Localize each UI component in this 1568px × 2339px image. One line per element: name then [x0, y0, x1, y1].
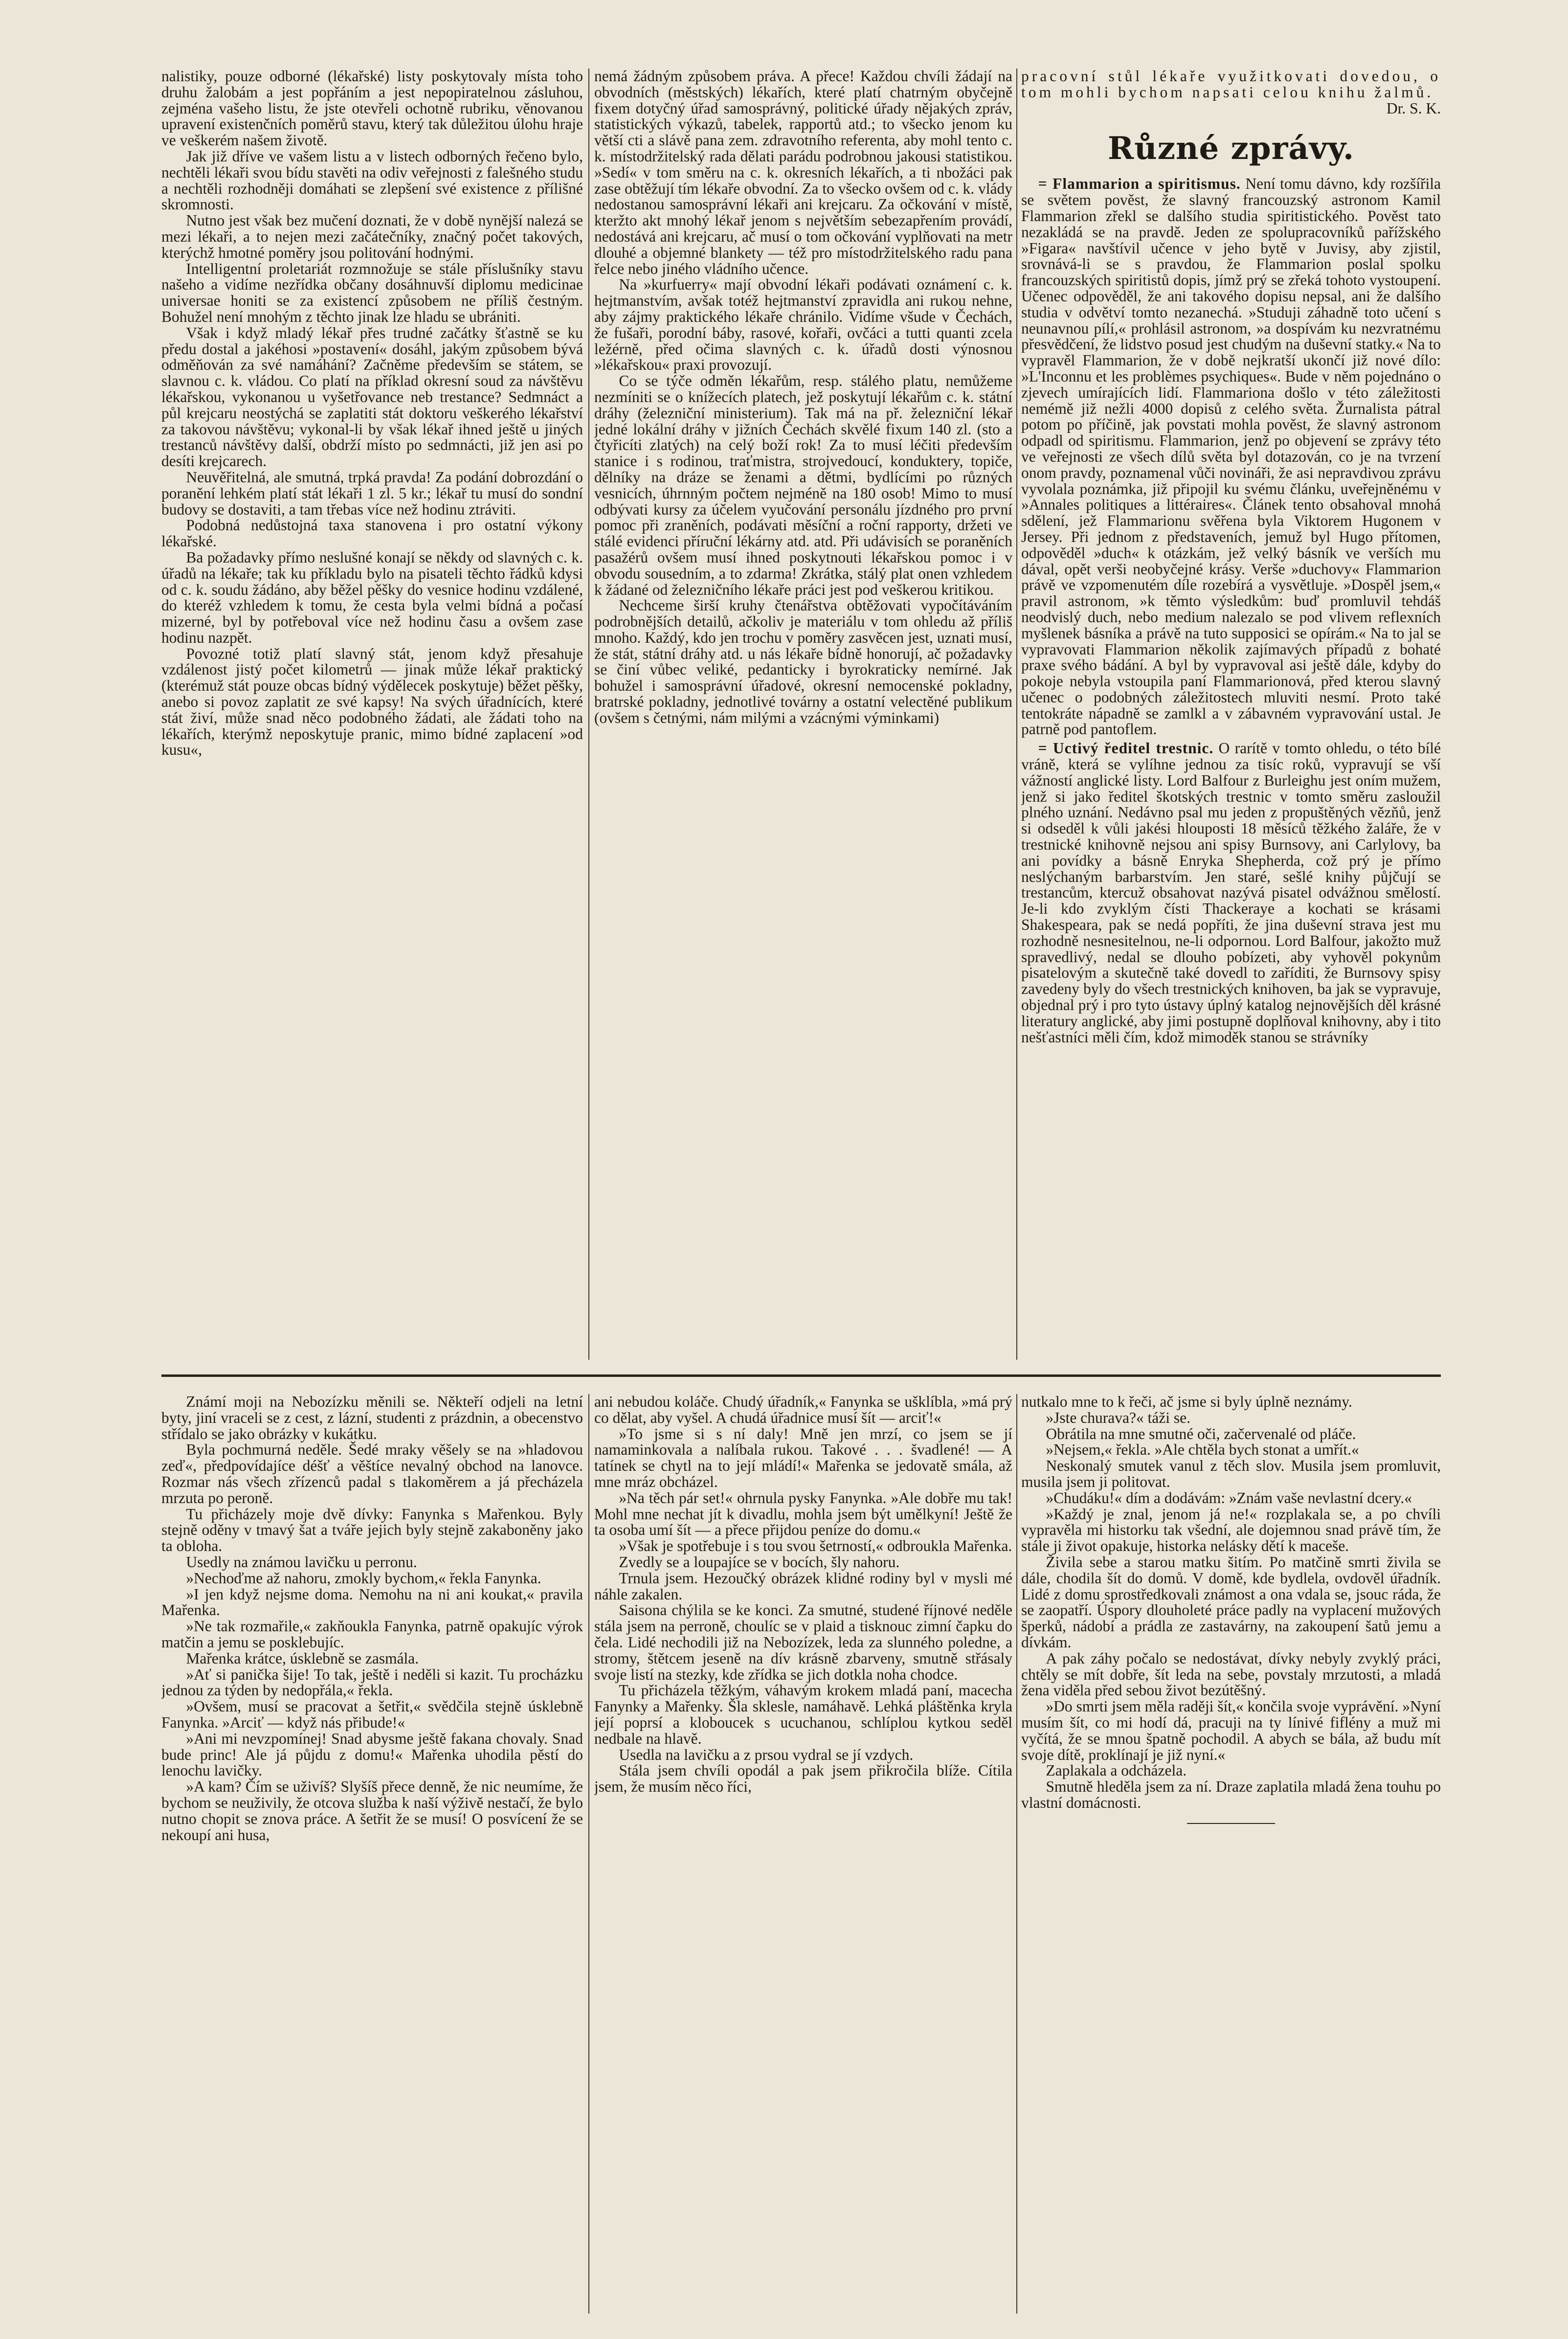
paragraph: »Nechoďme až nahoru, zmokly bychom,« řekla Fanynka.	[186, 1569, 541, 1587]
paragraph: nemá žádným způsobem práva. A přece! Každou chvíli žádají na obvodních (městských) lékařích, které platí chatrným obyčejně fixem dotyčný úřad samosprávný, politické úřady nějakých zpráv, statistických výkazů, tabelek, rapportů atd.; to všecko jenom ku větší cti a slávě pana zem. zdravotního referenta, aby mohl tento c. k. místodržitelský rada dělati parádu podrobnou jakousi statistikou. »Sedí« v tom směru na c. k. okresních lékařích, a ti nbožáci pak zase obtěžují tím lékaře obvodní. Za to všecko ovšem od c. k. vlády nedostanou samosprávní lékaři ani krejcaru. Za očkování v místě, kteržto akt mnohý lékař jenom s největším sebezapřením provádí, nedostává ani krejcaru, ač musí o tom očkování vyplňovati na metr dlouhé a objemné blankety — též pro místodržitelského radu pana řelce nebo jiného vládního učence.	[594, 68, 1012, 277]
paragraph: Zvedly se a loupajíce se v bocích, šly nahoru.	[619, 1553, 900, 1571]
column-divider	[588, 1394, 589, 2314]
author-signature: Dr. S. K.	[1386, 99, 1441, 117]
article-column-1	[161, 68, 583, 1360]
paragraph: Stála jsem chvíli opodál a pak jsem přikročila blíže. Cítila jsem, že musím něco říci,	[594, 1762, 1012, 1796]
article-column-3	[1021, 68, 1441, 1360]
section-heading: Různé zprávy.	[1107, 130, 1355, 167]
news-item	[1021, 176, 1441, 738]
paragraph: »Na těch pár set!« ohrnula pysky Fanynka. »Ale dobře mu tak! Mohl mne nechat jít k divadlu, mohla jsem být umělkyní! Ještě že ta osoba umí šít — a přece přijdou peníze do domu.«	[594, 1489, 1012, 1539]
paragraph: Známí moji na Nebozízku měnili se. Někteří odjeli na letní byty, jiní vraceli se z cest, z lázní, studenti z prázdnin, a obecenstvo střídalo se jako obrázky v kukátku.	[161, 1394, 583, 1442]
paragraph: »Chudáku!« dím a dodávám: »Znám vaše nevlastní dcery.«	[1046, 1489, 1412, 1507]
paragraph: Zaplakala a odcházela.	[1046, 1762, 1187, 1779]
paragraph: »Však je spotřebuje i s tou svou šetrností,« odbroukla Mařenka.	[619, 1537, 1012, 1555]
paragraph: »I jen když nejsme doma. Nemohu na ni ani koukat,« pravila Mařenka.	[161, 1585, 583, 1619]
paragraph: »Každý je znal, jenom já ne!« rozplakala se, a po chvíli vypravěla mi historku tak všední, ale dojemnou snad právě tím, že stále ji život opakuje, historka nelásky dětí k maceše.	[1021, 1505, 1441, 1555]
paragraph: Mařenka krátce, úsklebně se zasmála.	[186, 1649, 419, 1667]
article-column-2	[594, 68, 1012, 1360]
paragraph: Nutno jest však bez mučení doznati, že v době nynější nalezá se mezi lékaři, a to nejen mezi začátečníky, značný počet takových, kterýchž hmotné poměry jsou politování hodnými.	[161, 212, 583, 261]
paragraph: »Do smrti jsem měla raději šít,« končila svoje vyprávění. »Nyní musím šít, co mi hodí dá, pracuji na ty línivé fiflény a muž mi vyčítá, že se mnou špatně pochodil. A abych se bála, až budu mít svoje dítě, proklínají je již nyní.«	[1021, 1698, 1441, 1763]
paragraph: Nechceme širší kruhy čtenářstva obtěžovati vypočítáváním podrobnějších detailů, ačkoliv je materiálu v tom ohledu až příliš mnoho. Každý, kdo jen trochu v poměry zasvěcen jest, uznati musí, že stát, státní dráhy atd. u nás lékaře bídně honorují, ač požadavky se činí vůbec veliké, pedanticky i byrokraticky nemírné. Jak bohužel i samosprávní úřadové, okresní nemocenské pokladny, bratrské pokladny, jednotlivé továrny a ostatní velectěné publikum (ovšem s četnými, nám milými a vzácnými výminkami)	[594, 597, 1012, 726]
paragraph: Podobná nedůstojná taxa stanovena i pro ostatní výkony lékařské.	[161, 517, 583, 550]
paragraph: Obrátila na mne smutné oči, začervenalé od pláče.	[1046, 1425, 1356, 1442]
paragraph: Tu přicházely moje dvě dívky: Fanynka s Mařenkou. Byly stejně oděny v tmavý šat a tváře jejich byly stejně zakaboněny jako ta obloha.	[161, 1505, 583, 1555]
paragraph: »Ne tak rozmařile,« zakňoukla Fanynka, patrně opakujíc výrok matčin a jemu se posklebujíc.	[161, 1618, 583, 1651]
paragraph: nutkalo mne to k řeči, ač jsme si byly úplně neznámy.	[1021, 1394, 1352, 1410]
column-divider	[1016, 68, 1017, 1360]
paragraph: »Ani mi nevzpomínej! Snad abysme ještě fakana chovaly. Snad bude princ! Ale já půjdu z domu!« Mařenka uhodila pěstí do lenochu lavičky.	[161, 1730, 583, 1779]
paragraph: Neuvěřitelná, ale smutná, trpká pravda! Za podání dobrozdání o poranění lehkém platí stát lékaři 1 zl. 5 kr.; lékař tu musí do sondní budovy se dostaviti, a tam třebas více než hodinu ztráviti.	[161, 468, 583, 518]
paragraph: Byla pochmurná neděle. Šedé mraky věšely se na »hladovou zeď«, předpovídajíce déšť a věštíce nevalný obchod na lanovce. Rozmar nás všech zřízenců padal s tlakoměrem a já přecházela mrzuta po peroně.	[161, 1441, 583, 1507]
paragraph: Co se týče odměn lékařům, resp. stálého platu, nemůžeme nezmíniti se o knížecích platech, jež poskytují lékařům c. k. státní dráhy (železniční ministerium). Tak má na př. železniční lékař jedné lokální dráhy v jižních Čechách skvělé fixum 140 zl. (sto a čtyřicíti zlatých) na celý boží rok! Za to musí léčiti především stanice i s rodinou, traťmistra, strojvedoucí, konduktery, topiče, dělníky na dráze se ženami a dětmi, bydlícími po různých vesnicích, úhrnným počtem nejméně na 180 osob! Mimo to musí odbývati kursy za účelem vyučování personálu jízdného pro první pomoc při zraněních, podávati měsíční a roční rapporty, držeti ve stálé evidenci příruční lékárny atd. atd. Při udávisích se poraněních pasažérů ovšem musí ihned poskytnouti lékařskou pomoc i v obvodu sousedním, a to zdarma! Zkrátka, stálý plat onen vzhledem k žádané od železničního lékaře práci jest pod veškerou kritikou.	[594, 372, 1012, 598]
news-text: O rarítě v tomto ohledu, o této bílé vráně, která se vylíhne jednou za tisíc roků, vypravují se vší vážností anglické listy. Lord Balfour z Burleighu jest oním mužem, jenž si jako ředitel škotských trestnic v tomto směru zasloužil plného uznání. Nedávno psal mu jeden z propuštěných vězňů, jenž si odseděl k vůli jakési hlouposti 18 měsíců těžkého žaláře, že v trestnické knihovně nejsou ani spisy Burnsovy, ani Carlylovy, ba ani povídky a básně Enryka Shepherda, což prý je přímo neslýchaným barbarstvím. Jen staré, sešlé knihy půjčují se trestancům, ktercuž obsahovat nazývá pisatel odvážnou smělostí. Je-li kdo zvyklým čísti Thackeraye a kochati se krásami Shakespeara, pak se nedá popříti, že jina duševní strava jest mu rozhodně nesnesitelnou, ne-li odpornou. Lord Balfour, jakožto muž spravedlivý, nedal se dlouho pobízeti, aby vyhověl pokynům pisatelovým a skutečně také dovedl to zaříditi, že Burnsovy spisy zavedeny byly do všech trestnických knihoven, ba jak se vypravuje, objednal prý i pro tyto ústavy úplný katalog nejnovějších děl krásné literatury anglické, aby jimi postupně doplňoval knihovny, aby i tito nešťastníci měli čím, kdož mimoděk stanou se strávníky	[1021, 740, 1441, 1046]
paragraph: nalistiky, pouze odborné (lékařské) listy poskytovaly místa toho druhu žalobám a jest popřáním a jest nepopiratelnou zásluhou, zejména vašeho listu, že jste otevřeli ochotně rubriku, věnovanou upravení existenčních poměrů stavu, který tak důležitou úlohu hraje ve veškerém našem životě.	[161, 68, 583, 149]
column-divider	[588, 68, 589, 1360]
column-divider	[1016, 1394, 1017, 2314]
paragraph: Tu přicházela těžkým, váhavým krokem mladá paní, macecha Fanynky a Mařenky. Šla sklesle, namáhavě. Lehká pláštěnka kryla její poprsí a kloboucek s ucuchanou, schlíplou kytkou seděl nedbale na hlavě.	[594, 1682, 1012, 1747]
paragraph: Ba požadavky přímo neslušné konají se někdy od slavných c. k. úřadů na lékaře; tak ku příkladu bylo na pisateli těchto řádků kdysi od c. k. soudu žádáno, aby běžel pěšky do vesnice hodinu vzdálené, do kteréž vzhledem k tomu, že cesta byla velmi bídná a počasí mizerné, byl by potřeboval více než hodinu času a ovšem zase hodinu nazpět.	[161, 548, 583, 646]
paragraph: »Ovšem, musí se pracovat a šetřit,« svědčila stejně úsklebně Fanynka. »Arciť — když nás přibude!«	[161, 1698, 583, 1731]
feuilleton-column-2	[594, 1394, 1012, 2314]
paragraph: »To jsme si s ní daly! Mně jen mrzí, co jsem se jí namaminkovala a nalíbala rukou. Takové . . . švadlené! — A tatínek se chytl na to její mládí!« Mařenka se jedovatě smála, až mne mráz obcházel.	[594, 1425, 1012, 1490]
paragraph: Však i když mladý lékař přes trudné začátky šťastně se ku předu dostal a jakéhosi »postavení« dosáhl, jakým způsobem bývá odměňován za své namáhání? Začněme především se státem, se slavnou c. k. vládou. Co platí na příklad okresní soud za návštěvu lékařskou, vykonanou u vyšetřovance neb trestance? Sedmnáct a půl krejcaru neostýchá se zaplatiti stát doktoru veškerého lékařství za takovou návštěvu; vykonal-li by však lékař ihned ještě u jiných trestanců návštěvy další, obdrží místo po sedmnácti, již jen asi po desíti krejcarech.	[161, 324, 583, 470]
paragraph: pracovní stůl lékaře využitkovati dovedou, o tom mohli bychom napsati celou knihu žalmů.	[1021, 68, 1441, 101]
paragraph: Povozné totiž platí slavný stát, jenom když přesahuje vzdálenost jistý počet kilometrů — jinak může lékař praktický (kterémuž stát pouze obcas bídný výdělecek poskytuje) běžet pěšky, anebo si povoz zaplatit ze své kapsy! Na svých úřadnících, které stát živí, může snad něco podobného žádati, ale žádati toho na lékařích, kterýmž neposkytuje pranic, mimo bídné zaplacení »od kusu«,	[161, 645, 583, 759]
paragraph: »A kam? Čím se uživíš? Slyšíš přece denně, že nic neumíme, že bychom se neuživily, že otcova služba k naší výživě nestačí, že bylo nutno chopit se znova práce. A šetřit že se musí! O posvícení že se nekoupí ani husa,	[161, 1778, 583, 1844]
paragraph: »Nejsem,« řekla. »Ale chtěla bych stonat a umřít.«	[1046, 1441, 1359, 1459]
paragraph: Trnula jsem. Hezoučký obrázek klidné rodiny byl v mysli mé náhle zakalen.	[594, 1569, 1012, 1603]
end-rule	[1187, 1823, 1275, 1824]
paragraph: Intelligentní proletariát rozmnožuje se stále příslušníky stavu našeho a vidíme nezřídka občany dosáhnuvší diplomu medicinae universae honiti se za existencí způsobem ne příliš čestným. Bohužel není mnohým z těchto jinak lze hladu se ubrániti.	[161, 260, 583, 325]
news-title: = Uctivý ředitel trestnic.	[1038, 740, 1214, 757]
news-title: = Flammarion a spiritismus.	[1038, 175, 1241, 193]
paragraph: Jak již dříve ve vašem listu a v listech odborných řečeno bylo, nechtěli lékaři svou bídu stavěti na odiv veřejnosti z falešného studu a nechtěli rozhodněji domáhati se zlepšení své existence z přílišné skromnosti.	[161, 147, 583, 213]
paragraph: A pak záhy počalo se nedostávat, dívky nebyly zvyklý práci, chtěly se mít dobře, šít leda na sebe, povstaly mrzutosti, a mladá žena viděla před sebou život bezútěšný.	[1021, 1649, 1441, 1699]
feuilleton-column-1	[161, 1394, 583, 2314]
paragraph: Usedla na lavičku a z prsou vydral se jí vzdych.	[619, 1746, 914, 1763]
paragraph: ani nebudou koláče. Chudý úřadník,« Fanynka se ušklíbla, »má prý co dělat, aby vyšel. A chudá úřadnice musí šít — arciť!«	[594, 1394, 1012, 1426]
paragraph: Saisona chýlila se ke konci. Za smutné, studené říjnové neděle stála jsem na perroně, choulíc se v plaid a tisknouc zimní čapku do čela. Lidé nechodili již na Nebozízek, leda za slunného poledne, a stromy, štětcem jeseně na dív krásně zbarveny, smutně střásaly svoje listí na stezky, kde zřídka se jich dotkla noha chodce.	[594, 1601, 1012, 1683]
news-item	[1021, 741, 1441, 1045]
paragraph: Smutně hleděla jsem za ní. Draze zaplatila mladá žena touhu po vlastní domácnosti.	[1021, 1778, 1441, 1811]
paragraph: »Ať si panička šije! To tak, ještě i neděli si kazit. Tu procházku jednou za týden by nedopřála,« řekla.	[161, 1665, 583, 1699]
paragraph: Na »kurfuerry« mají obvodní lékaři podávati oznámení c. k. hejtmanstvím, avšak totéž hejtmanství zpravidla ani rukou nehne, aby zájmy praktického lékaře chránilo. Vidíme všude v Čechách, že fušaři, porodní báby, rasové, kořaři, ovčáci a tutti quanti zcela ležérně, před očima slavných c. k. úřadů dosti výnosnou »lékařskou« praxi provozují.	[594, 276, 1012, 374]
feuilleton-column-3	[1021, 1394, 1441, 2314]
paragraph: Usedly na známou lavičku u perronu.	[186, 1553, 417, 1571]
paragraph: Živila sebe a starou matku šitím. Po matčině smrti živila se dále, chodila šít do domů. V domě, kde bydlela, ovdověl úřadník. Lidé z domu sprostředkovali známost a ona vdala se, jsouc ráda, že se zaopatří. Úspory dlouholeté práce padly na vyplacení mužových šperků, nádobí a prádla ze zastavárny, na zakoupení šatů jemu a dívkám.	[1021, 1553, 1441, 1651]
paragraph: Neskonalý smutek vanul z těch slov. Musila jsem promluvit, musila jsem ji politovat.	[1021, 1457, 1441, 1490]
paragraph: »Jste churava?« táži se.	[1046, 1409, 1191, 1426]
news-text: Není tomu dávno, kdy rozšířila se světem pověst, že slavný francouzský astronom Kamil Flammarion zřekl se dalšího studia spiritistického. Pověst tato nezakládá se na pravdě. Jeden ze spolupracovníků pařížského »Figara« navštívil učence v jeho bytě v Juvisy, aby zjistil, srovnává-li se s pravdou, že Flammarion poslal spolku francouzských spiritistů dopis, jímž prý se zřeká tohoto vystoupení. Učenec odpověděl, že ani takového dopisu nepsal, ani že dalšího studia v odvětví tomto nezanechá. »Studuji záhadně toto učení s neunavnou pílí,« prohlásil astronom, »a dospívám ku nezvratnému přesvědčení, že lidstvo posud jest chudým na duševní statky.« Na to vypravěl Flammarion, že v době nejkratší ukončí již nové dílo: »L'Inconnu et les problèmes psychiques«. Bude v něm pojednáno o zjevech umírajících lidí. Flammariona došlo v této záležitosti nemémě již nežli 4000 dopisů z celého světa. Žurnalista pátral potom po příčině, jak povstati mohla pověst, že slavný astronom odpadl od spiritismu. Flammarion, jenž po objevení se zprávy této ve veřejnosti ze všech dílů světa byl dotazován, co je na tvrzení onom pravdy, poznamenal vůči novináři, že asi nepravdivou zprávu vyvolala poznámka, již připojil ku svému článku, uveřejněnému v »Annales politiques a littéraires«. Článek tento obsahoval mnohá sdělení, jež Flammarionu svěřena byla Viktorem Hugonem v Jersey. Při jednom z představeních, jemuž byl Hugo přítomen, odpověděl »duch« k otázkám, jež velký básník ve verších mu dával, opět verši neobyčejné krásy. Verše »duchovy« Flammarion právě ve vzpomenutém díle rozebírá a vysvětluje. »Dospěl jsem,« pravil astronom, »k těmto výsledkům: buď promluvil tehdáš neodvislý duch, nebo medium nalezalo se pod vlivem reflexních myšlenek básníka a právě na tuto supposici se opírám.« Na to jal se vypravovati Flammarion několik zajímavých případů z bohaté praxe svého bádání. A byl by vypravoval asi ještě dále, kdyby do pokoje nebyla vstoupila paní Flammarionová, před kterou slavný učenec o podobných záležitostech mluviti nesmí. Proto také tentokráte nápadně se zamlkl a v zábavném vypravování ustal. Je patrně pod pantoflem.	[1021, 175, 1441, 738]
feuilleton-divider	[161, 1374, 1441, 1377]
